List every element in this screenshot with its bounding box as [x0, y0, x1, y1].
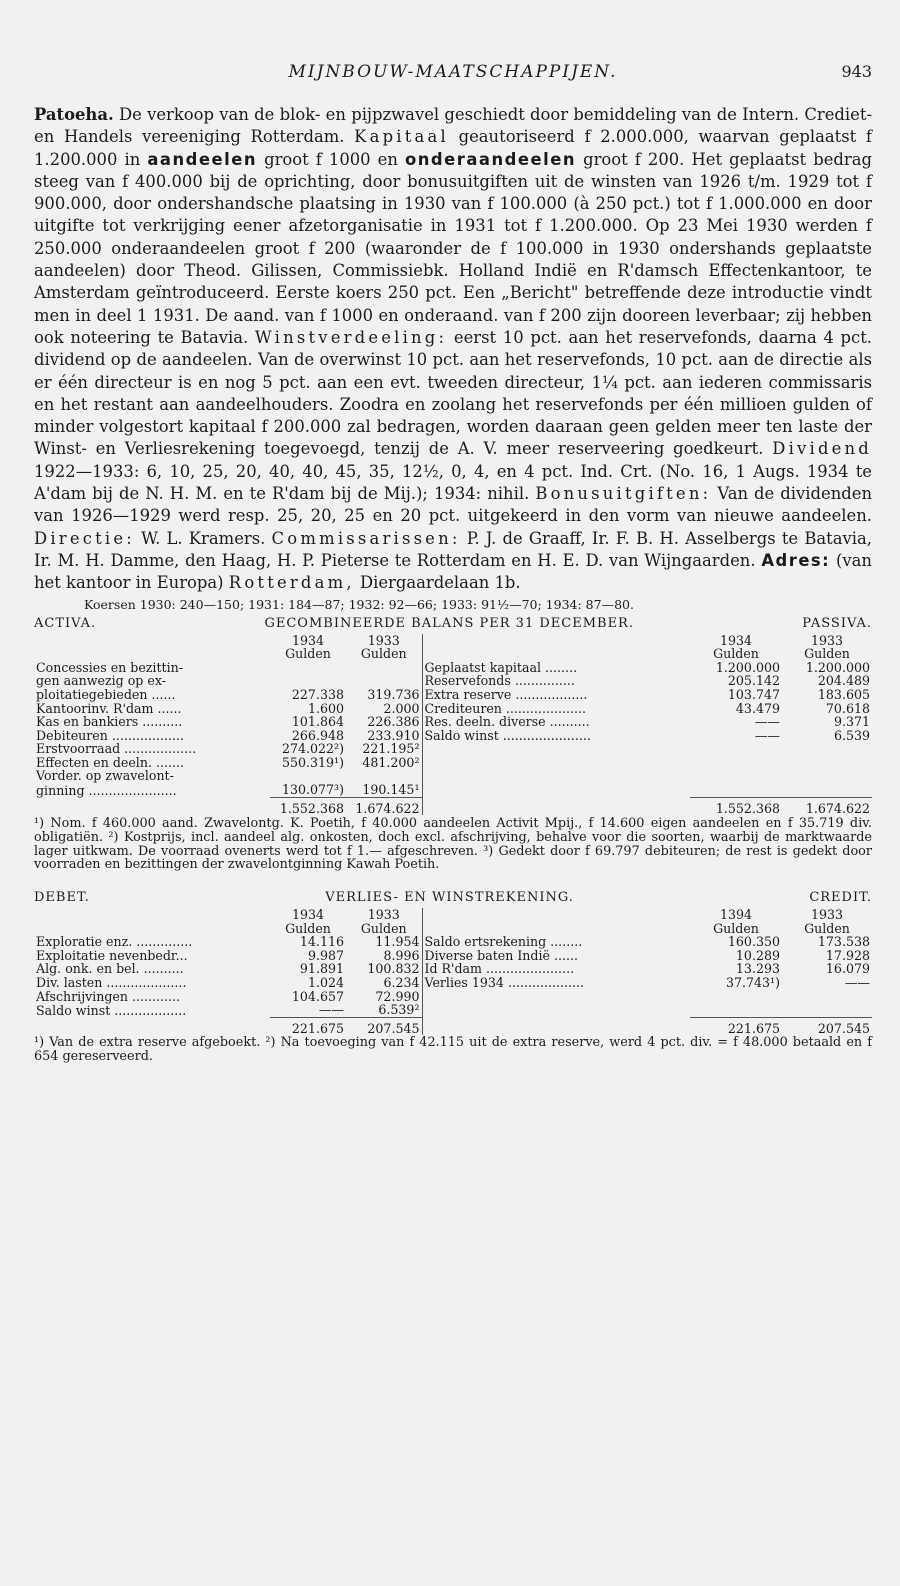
value-left-1934: 1.024 [307, 975, 344, 991]
empty-cell [782, 769, 872, 783]
row-label-left: Erstvoorraad .................. [36, 741, 197, 757]
value-left-1933: 72.990 [375, 988, 420, 1004]
year-left-1: 1934 [291, 907, 325, 923]
commissarissen-heading: Commissarissen: [271, 528, 461, 548]
total-row [34, 1017, 872, 1035]
winstverdeeling-heading: Winstverdeeling: [254, 327, 448, 347]
row-label-right: Saldo ertsrekening ........ [422, 935, 690, 949]
running-title: MIJNBOUW-MAATSCHAPPIJEN. [288, 62, 618, 82]
unit-right-1: Gulden [713, 920, 759, 936]
row-label-left: Div. lasten .................... [36, 975, 187, 991]
unit-right-1: Gulden [713, 646, 759, 662]
value-right-1934: —— [754, 727, 780, 743]
row-label-left: Concessies en bezittin- [36, 659, 183, 675]
value-left-1934 [270, 674, 346, 688]
value-left-1933: 221.195² [362, 741, 420, 757]
table-row [34, 769, 872, 783]
value-right-1934: 37.743¹) [725, 975, 780, 991]
empty-cell [690, 742, 782, 756]
value-right-1934: 160.350 [727, 934, 780, 950]
empty-cell [690, 769, 782, 783]
row-label-left: Vorder. op zwavelont- [36, 768, 174, 784]
total-right-1933: 207.545 [782, 1017, 872, 1035]
table-row [34, 949, 872, 963]
value-left-1933: 6.234 [383, 975, 420, 991]
company-description [34, 104, 872, 595]
value-right-1933: 1.200.000 [805, 659, 870, 675]
value-right-1933: 9.371 [833, 714, 870, 730]
value-left-1933: 190.145¹ [362, 782, 420, 798]
table-row [34, 976, 872, 990]
empty-cell [690, 1003, 782, 1017]
year-right-2: 1933 [810, 907, 844, 923]
row-label-left: Saldo winst .................. [36, 1002, 187, 1018]
empty-cell [422, 1003, 690, 1017]
unit-header-row [34, 922, 872, 936]
empty-cell [782, 742, 872, 756]
kapitaal-heading: Kapitaal [354, 127, 449, 147]
value-right-1934: —— [754, 714, 780, 730]
value-left-1934 [270, 769, 346, 783]
year-left-2: 1933 [367, 632, 400, 648]
unit-left-1: Gulden [285, 646, 331, 662]
value-left-1934: 1.600 [307, 700, 344, 716]
empty-cell [690, 990, 782, 1004]
empty-cell [422, 908, 690, 922]
value-left-1933 [346, 674, 422, 688]
row-label-right: Geplaatst kapitaal ........ [422, 661, 690, 675]
passiva-label: PASSIVA. [802, 615, 872, 631]
row-label-right: Extra reserve .................. [422, 688, 690, 702]
total-right-1933: 1.674.622 [782, 797, 872, 815]
empty-cell [34, 1017, 270, 1035]
unit-left-1: Gulden [285, 920, 331, 936]
aandeelen-heading: aandeelen [147, 149, 258, 169]
balance-table [34, 634, 872, 816]
value-right-1933: 183.605 [817, 686, 870, 702]
value-right-1933: 16.079 [825, 961, 870, 977]
empty-cell [422, 797, 690, 815]
text-fragment: De verkoop van de blok- en pijpzwavel geschiedt door bemiddeling van de Intern. Crediet- en Handels vereeniging Rotterdam. [34, 105, 872, 147]
table-row [34, 742, 872, 756]
city-name: Rotterdam, [228, 573, 355, 593]
value-right-1934: 10.289 [735, 947, 780, 963]
text-fragment: Van de dividenden van 1926—1929 werd resp. 25, 20, 25 en 20 pct. uitgekeerd in den vorm van nieuwe aandeelen. [34, 484, 873, 526]
directie-heading: Directie: [34, 528, 135, 548]
total-left-1934: 221.675 [270, 1017, 346, 1035]
page-number: 943 [841, 62, 872, 81]
unit-left-2: Gulden [360, 920, 407, 936]
year-right-1: 1934 [719, 632, 753, 648]
koersen-line: Koersen 1930: 240—150; 1931: 184—87; 1932: 92—66; 1933: 91½—70; 1934: 87—80. [84, 596, 634, 612]
row-label-right: Res. deeln. diverse .......... [422, 715, 690, 729]
value-left-1933: 319.736 [367, 686, 420, 702]
empty-cell [34, 647, 270, 661]
value-left-1933: 481.200² [362, 754, 420, 770]
bonusuitgiften-heading: Bonusuitgiften: [535, 484, 712, 504]
year-right-2: 1933 [810, 632, 844, 648]
value-left-1934: 14.116 [299, 934, 344, 950]
pl-footnotes: ¹) Van de extra reserve afgeboekt. ²) Na toevoeging van f 42.115 uit de extra reserve, werd 4 pct. div. = f 48.000 betaald en f 654 gereserveerd. [34, 1035, 872, 1065]
total-row [34, 797, 872, 815]
value-left-1934: 104.657 [291, 988, 344, 1004]
table-row [34, 702, 872, 716]
empty-cell [34, 634, 270, 648]
text-fragment: Diergaardelaan 1b. [354, 573, 521, 593]
value-left-1933: 2.000 [383, 700, 420, 716]
table-row [34, 962, 872, 976]
unit-right-2: Gulden [804, 646, 850, 662]
value-right-1934: 43.479 [735, 700, 780, 716]
row-label-left: Exploitatie nevenbedr... [36, 947, 188, 963]
row-label-left: Kantoorinv. R'dam ...... [36, 700, 182, 716]
row-label-right: Verlies 1934 ................... [422, 976, 690, 990]
table-row [34, 674, 872, 688]
table-row [34, 935, 872, 949]
table-row [34, 1003, 872, 1017]
row-label-left: Effecten en deeln. ....... [36, 754, 184, 770]
value-left-1933 [346, 769, 422, 783]
row-label-right: Diverse baten Indië ...... [422, 949, 690, 963]
empty-cell [690, 783, 782, 797]
empty-cell [422, 742, 690, 756]
value-left-1933: 11.954 [375, 934, 420, 950]
value-right-1934: 205.142 [727, 673, 780, 689]
value-left-1934: 130.077³) [281, 782, 344, 798]
row-label-right: Reservefonds ............... [422, 674, 690, 688]
value-left-1934: —— [318, 1002, 344, 1018]
text-fragment: W. L. Kramers. [134, 528, 272, 548]
row-label-left: Kas en bankiers .......... [36, 714, 183, 730]
page-header [34, 0, 872, 82]
value-left-1933: 226.386 [367, 714, 420, 730]
value-right-1934: 1.200.000 [715, 659, 780, 675]
empty-cell [782, 783, 872, 797]
pl-table [34, 908, 872, 1035]
value-left-1933: 6.539² [378, 1002, 420, 1018]
company-name: Patoeha. [34, 105, 114, 124]
empty-cell [34, 922, 270, 936]
table-row [34, 783, 872, 797]
total-left-1933: 1.674.622 [346, 797, 422, 815]
balance-heading [34, 616, 872, 631]
row-label-left: gen aanwezig op ex- [36, 673, 166, 689]
empty-cell [422, 634, 690, 648]
value-left-1934: 227.338 [291, 686, 344, 702]
row-label-left: Alg. onk. en bel. .......... [36, 961, 184, 977]
table-row [34, 729, 872, 743]
text-fragment: P. J. de Graaff, Ir. F. B. H. Asselbergs te Batavia, Ir. M. H. Damme, den Haag, H. P. Pieterse te Rotterdam en H. E. D. van Wijngaarden. [34, 528, 872, 570]
value-right-1933: —— [844, 975, 870, 991]
value-left-1934: 274.022²) [281, 741, 344, 757]
empty-cell [782, 756, 872, 770]
value-left-1933: 233.910 [367, 727, 420, 743]
empty-cell [422, 922, 690, 936]
pl-title: VERLIES- EN WINSTREKENING. [325, 890, 574, 906]
year-right-1: 1394 [719, 907, 753, 923]
total-left-1933: 207.545 [346, 1017, 422, 1035]
row-label-left: Debiteuren .................. [36, 727, 184, 743]
table-row [34, 756, 872, 770]
row-label-right: Id R'dam ...................... [422, 962, 690, 976]
balance-title: GECOMBINEERDE BALANS PER 31 DECEMBER. [264, 615, 634, 631]
table-row [34, 990, 872, 1004]
empty-cell [782, 1003, 872, 1017]
text-fragment: groot f 200. Het geplaatst bedrag steeg van f 400.000 bij de oprichting, door bonusuitgiften uit de winsten van 1926 t/m. 1929 tot f 900.000, door ondershandsche plaatsing in 1930 van f 100.000 (à 250 pct.) tot f 1.000.000 en door uitgifte tot verkrijging eener afzetorganisatie in 1931 tot f 1.200.000. Op 23 Mei 1930 werden f 250.000 onderaandeelen groot f 200 (waaronder de f 100.000 in 1930 ondershands geplaatste aandeelen) door Theod. Gilissen, Commissiebk. Holland Indië en R'damsch Effectenkantoor, te Amsterdam geïntroduceerd. Eerste koers 250 pct. Een „Bericht" betreffende deze introductie vindt men in deel 1 1931. De aand. van f 1000 en onderaand. van f 200 zijn dooreen leverbaar; zij hebben ook noteering te Batavia. [34, 149, 872, 347]
value-left-1934: 266.948 [291, 727, 344, 743]
value-right-1934: 13.293 [735, 961, 780, 977]
value-right-1933: 173.538 [817, 934, 870, 950]
activa-label: ACTIVA. [34, 615, 97, 631]
value-right-1933: 6.539 [833, 727, 870, 743]
empty-cell [422, 647, 690, 661]
unit-right-2: Gulden [804, 920, 850, 936]
row-label-right: Crediteuren .................... [422, 702, 690, 716]
value-left-1934 [270, 661, 346, 675]
value-right-1934: 103.747 [727, 686, 780, 702]
year-left-2: 1933 [367, 907, 400, 923]
row-label-left: ginning ...................... [36, 782, 177, 798]
dividend-heading: Dividend [772, 439, 872, 459]
table-row [34, 688, 872, 702]
row-label-right: Saldo winst ...................... [422, 729, 690, 743]
value-left-1934: 101.864 [291, 714, 344, 730]
empty-cell [782, 990, 872, 1004]
value-left-1933 [346, 661, 422, 675]
value-left-1933: 8.996 [383, 947, 420, 963]
text-fragment: geautoriseerd f 2.000.000, waarvan geplaatst f 1.200.000 in [34, 127, 873, 169]
empty-cell [422, 783, 690, 797]
year-header-row [34, 634, 872, 648]
table-row [34, 715, 872, 729]
value-right-1933: 17.928 [825, 947, 870, 963]
row-label-left: ploitatiegebieden ...... [36, 686, 176, 702]
table-row [34, 661, 872, 675]
empty-cell [422, 769, 690, 783]
text-fragment: 1922—1933: 6, 10, 25, 20, 40, 40, 45, 35, 12½, 0, 4, en 4 pct. Ind. Crt. (No. 16, 1 Augs. 1934 te A'dam bij de N. H. M. en te R'dam bij de Mij.); 1934: nihil. [34, 461, 872, 504]
unit-left-2: Gulden [360, 646, 407, 662]
total-left-1934: 1.552.368 [270, 797, 346, 815]
adres-heading: Adres: [761, 550, 831, 570]
balance-footnotes: ¹) Nom. f 460.000 aand. Zwavelontg. K. Poetih, f 40.000 aandeelen Activit Mpij., f 14.600 eigen aandeelen en f 35.719 div. obligatiën. ²) Kostprijs, incl. aandeel alg. onkosten, doch excl. afschrijving, behalve voor die soorten, waarbij de marktwaarde lager uitkwam. De voorraad ovenerts werd tot f 1.— afgeschreven. ³) Gedekt door f 69.797 debiteuren; de rest is gedekt door voorraden en bezittingen der zwavelontginning Kawah Poetih. [34, 816, 872, 873]
text-fragment: groot f 1000 en [257, 149, 405, 169]
debet-label: DEBET. [34, 890, 90, 906]
value-left-1934: 91.891 [299, 961, 344, 977]
total-right-1934: 1.552.368 [690, 797, 782, 815]
text-fragment: (van het kantoor in Europa) [34, 550, 872, 593]
empty-cell [34, 797, 270, 815]
value-right-1933: 204.489 [817, 673, 870, 689]
total-right-1934: 221.675 [690, 1017, 782, 1035]
value-left-1933: 100.832 [367, 961, 420, 977]
value-left-1934: 9.987 [307, 947, 344, 963]
year-header-row [34, 908, 872, 922]
empty-cell [422, 1017, 690, 1035]
year-left-1: 1934 [291, 632, 325, 648]
empty-cell [690, 756, 782, 770]
empty-cell [422, 990, 690, 1004]
text-fragment: eerst 10 pct. aan het reservefonds, daarna 4 pct. dividend op de aandeelen. Van de overwinst 10 pct. aan het reservefonds, 10 pct. aan de directie als er één directeur is en nog 5 pct. aan een evt. tweeden directeur, 1¼ pct. aan iederen commissaris en het restant aan aandeelhouders. Zoodra en zoolang het reservefonds per één millioen gulden of minder volgestort kapitaal f 200.000 zal bedragen, worden daaraan geen gelden meer ten laste der Winst- en Verliesrekening toegevoegd, tenzij de A. V. meer reserveering goedkeurt. [34, 327, 872, 459]
row-label-left: Afschrijvingen ............ [36, 988, 181, 1004]
onderaandeelen-heading: onderaandeelen [404, 149, 577, 169]
pl-heading [34, 890, 872, 905]
unit-header-row [34, 647, 872, 661]
empty-cell [34, 908, 270, 922]
value-right-1933: 70.618 [825, 700, 870, 716]
empty-cell [422, 756, 690, 770]
row-label-left: Exploratie enz. .............. [36, 934, 193, 950]
credit-label: CREDIT. [809, 890, 872, 906]
value-left-1934: 550.319¹) [281, 754, 344, 770]
